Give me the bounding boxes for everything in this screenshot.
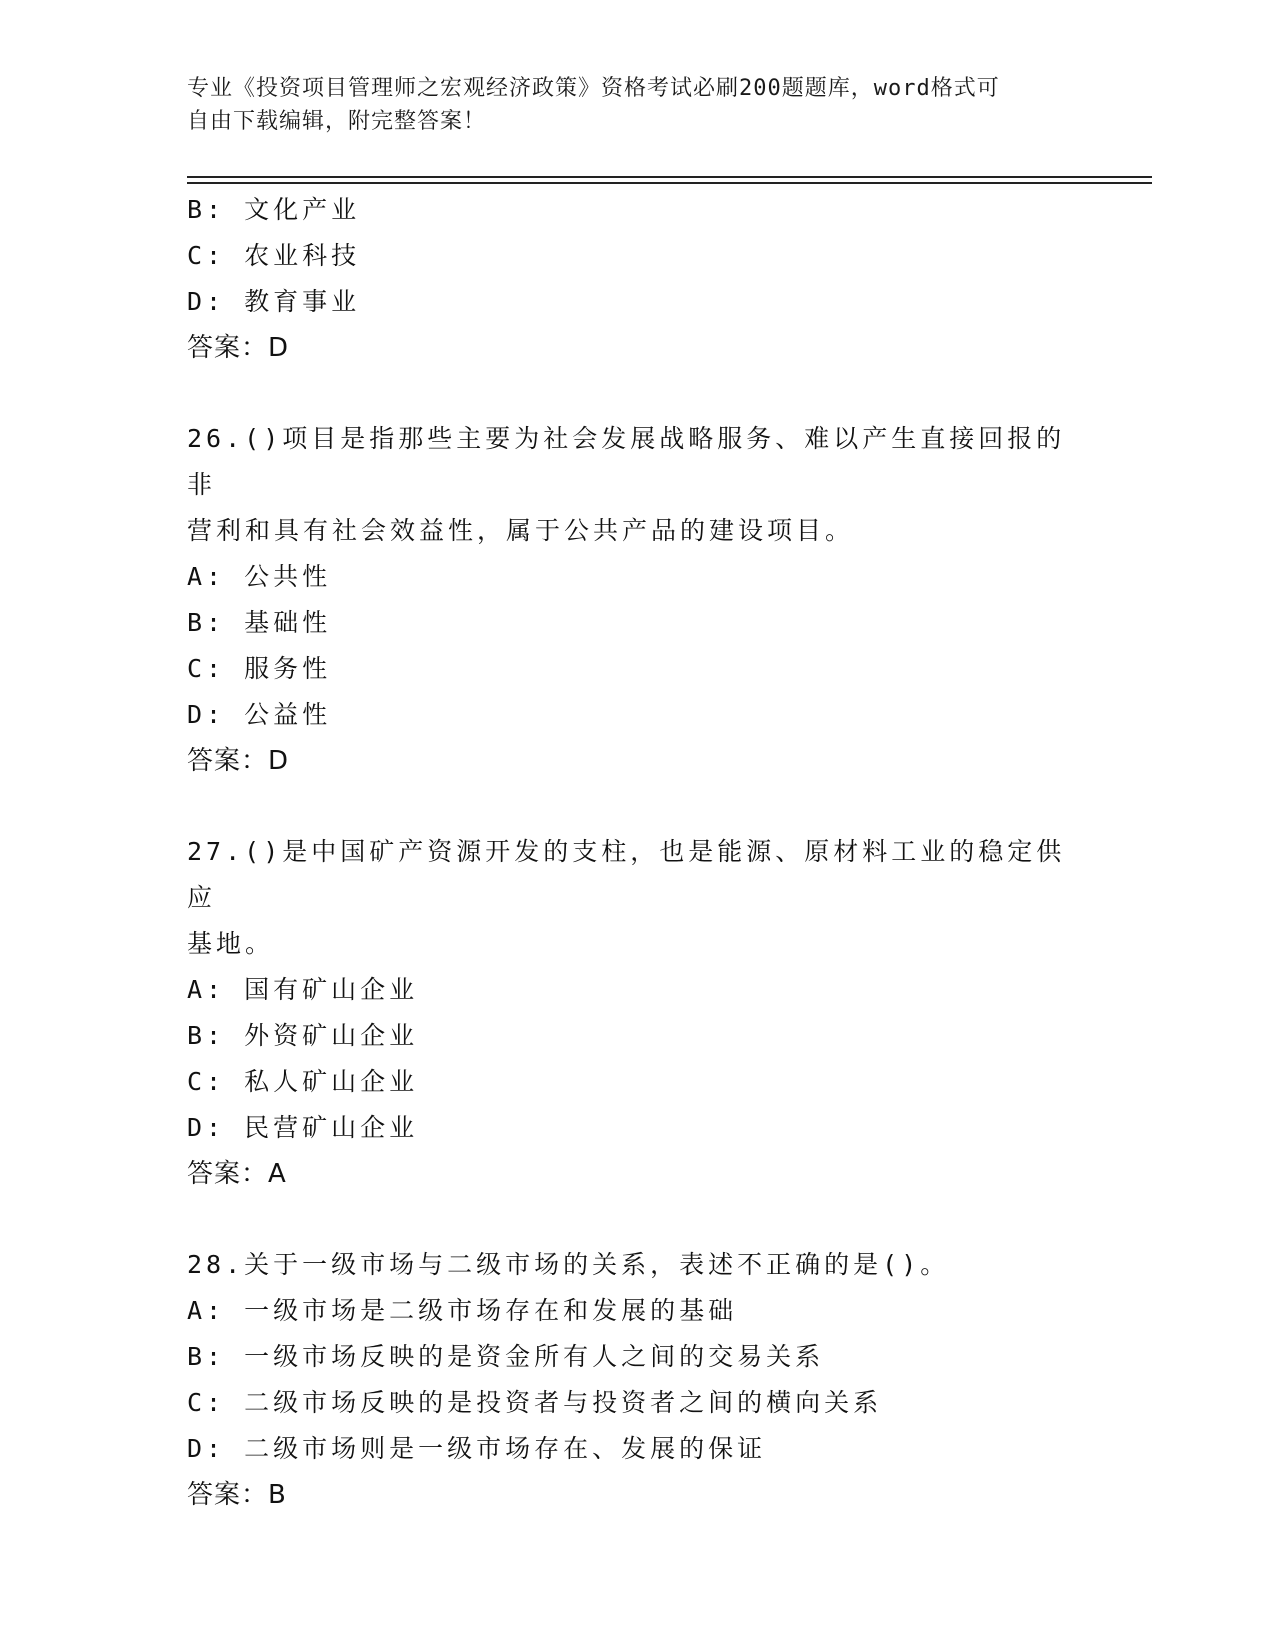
question-text-line: 26.()项目是指那些主要为社会发展战略服务、难以产生直接回报的非 — [187, 424, 1066, 499]
option-b: B: 外资矿山企业 — [187, 1021, 419, 1050]
question-list — [187, 187, 1087, 1518]
option-b: B: 基础性 — [187, 608, 332, 637]
option-d: D: 教育事业 — [187, 287, 361, 316]
answer-line: 答案：A — [187, 1159, 287, 1189]
question-text-line: 27.()是中国矿产资源开发的支柱，也是能源、原材料工业的稳定供应 — [187, 837, 1066, 912]
header-title-line-2: 自由下载编辑，附完整答案！ — [187, 109, 487, 134]
option-d: D: 公益性 — [187, 700, 332, 729]
option-c: C: 服务性 — [187, 654, 332, 683]
document-header — [187, 72, 1067, 138]
header-title-line-1: 专业《投资项目管理师之宏观经济政策》资格考试必刷200题题库，word格式可 — [187, 76, 1000, 101]
header-divider-bottom — [187, 182, 1152, 184]
question-text-line: 基地。 — [187, 929, 275, 958]
option-d: D: 二级市场则是一级市场存在、发展的保证 — [187, 1434, 767, 1463]
option-c: C: 二级市场反映的是投资者与投资者之间的横向关系 — [187, 1388, 883, 1417]
question-27 — [187, 829, 1087, 1197]
question-26 — [187, 416, 1087, 784]
option-a: A: 国有矿山企业 — [187, 975, 419, 1004]
answer-line: 答案：D — [187, 333, 290, 363]
answer-line: 答案：D — [187, 746, 290, 776]
header-divider-top — [187, 176, 1152, 178]
option-d: D: 民营矿山企业 — [187, 1113, 419, 1142]
option-c: C: 农业科技 — [187, 241, 361, 270]
question-25-continued — [187, 187, 1087, 371]
question-28 — [187, 1242, 1087, 1518]
option-a: A: 一级市场是二级市场存在和发展的基础 — [187, 1296, 738, 1325]
option-c: C: 私人矿山企业 — [187, 1067, 419, 1096]
question-text-line: 28.关于一级市场与二级市场的关系，表述不正确的是()。 — [187, 1250, 950, 1279]
question-text-line: 营利和具有社会效益性，属于公共产品的建设项目。 — [187, 516, 855, 545]
option-a: A: 公共性 — [187, 562, 332, 591]
option-b: B: 一级市场反映的是资金所有人之间的交易关系 — [187, 1342, 825, 1371]
option-b: B: 文化产业 — [187, 195, 361, 224]
answer-line: 答案：B — [187, 1480, 287, 1510]
